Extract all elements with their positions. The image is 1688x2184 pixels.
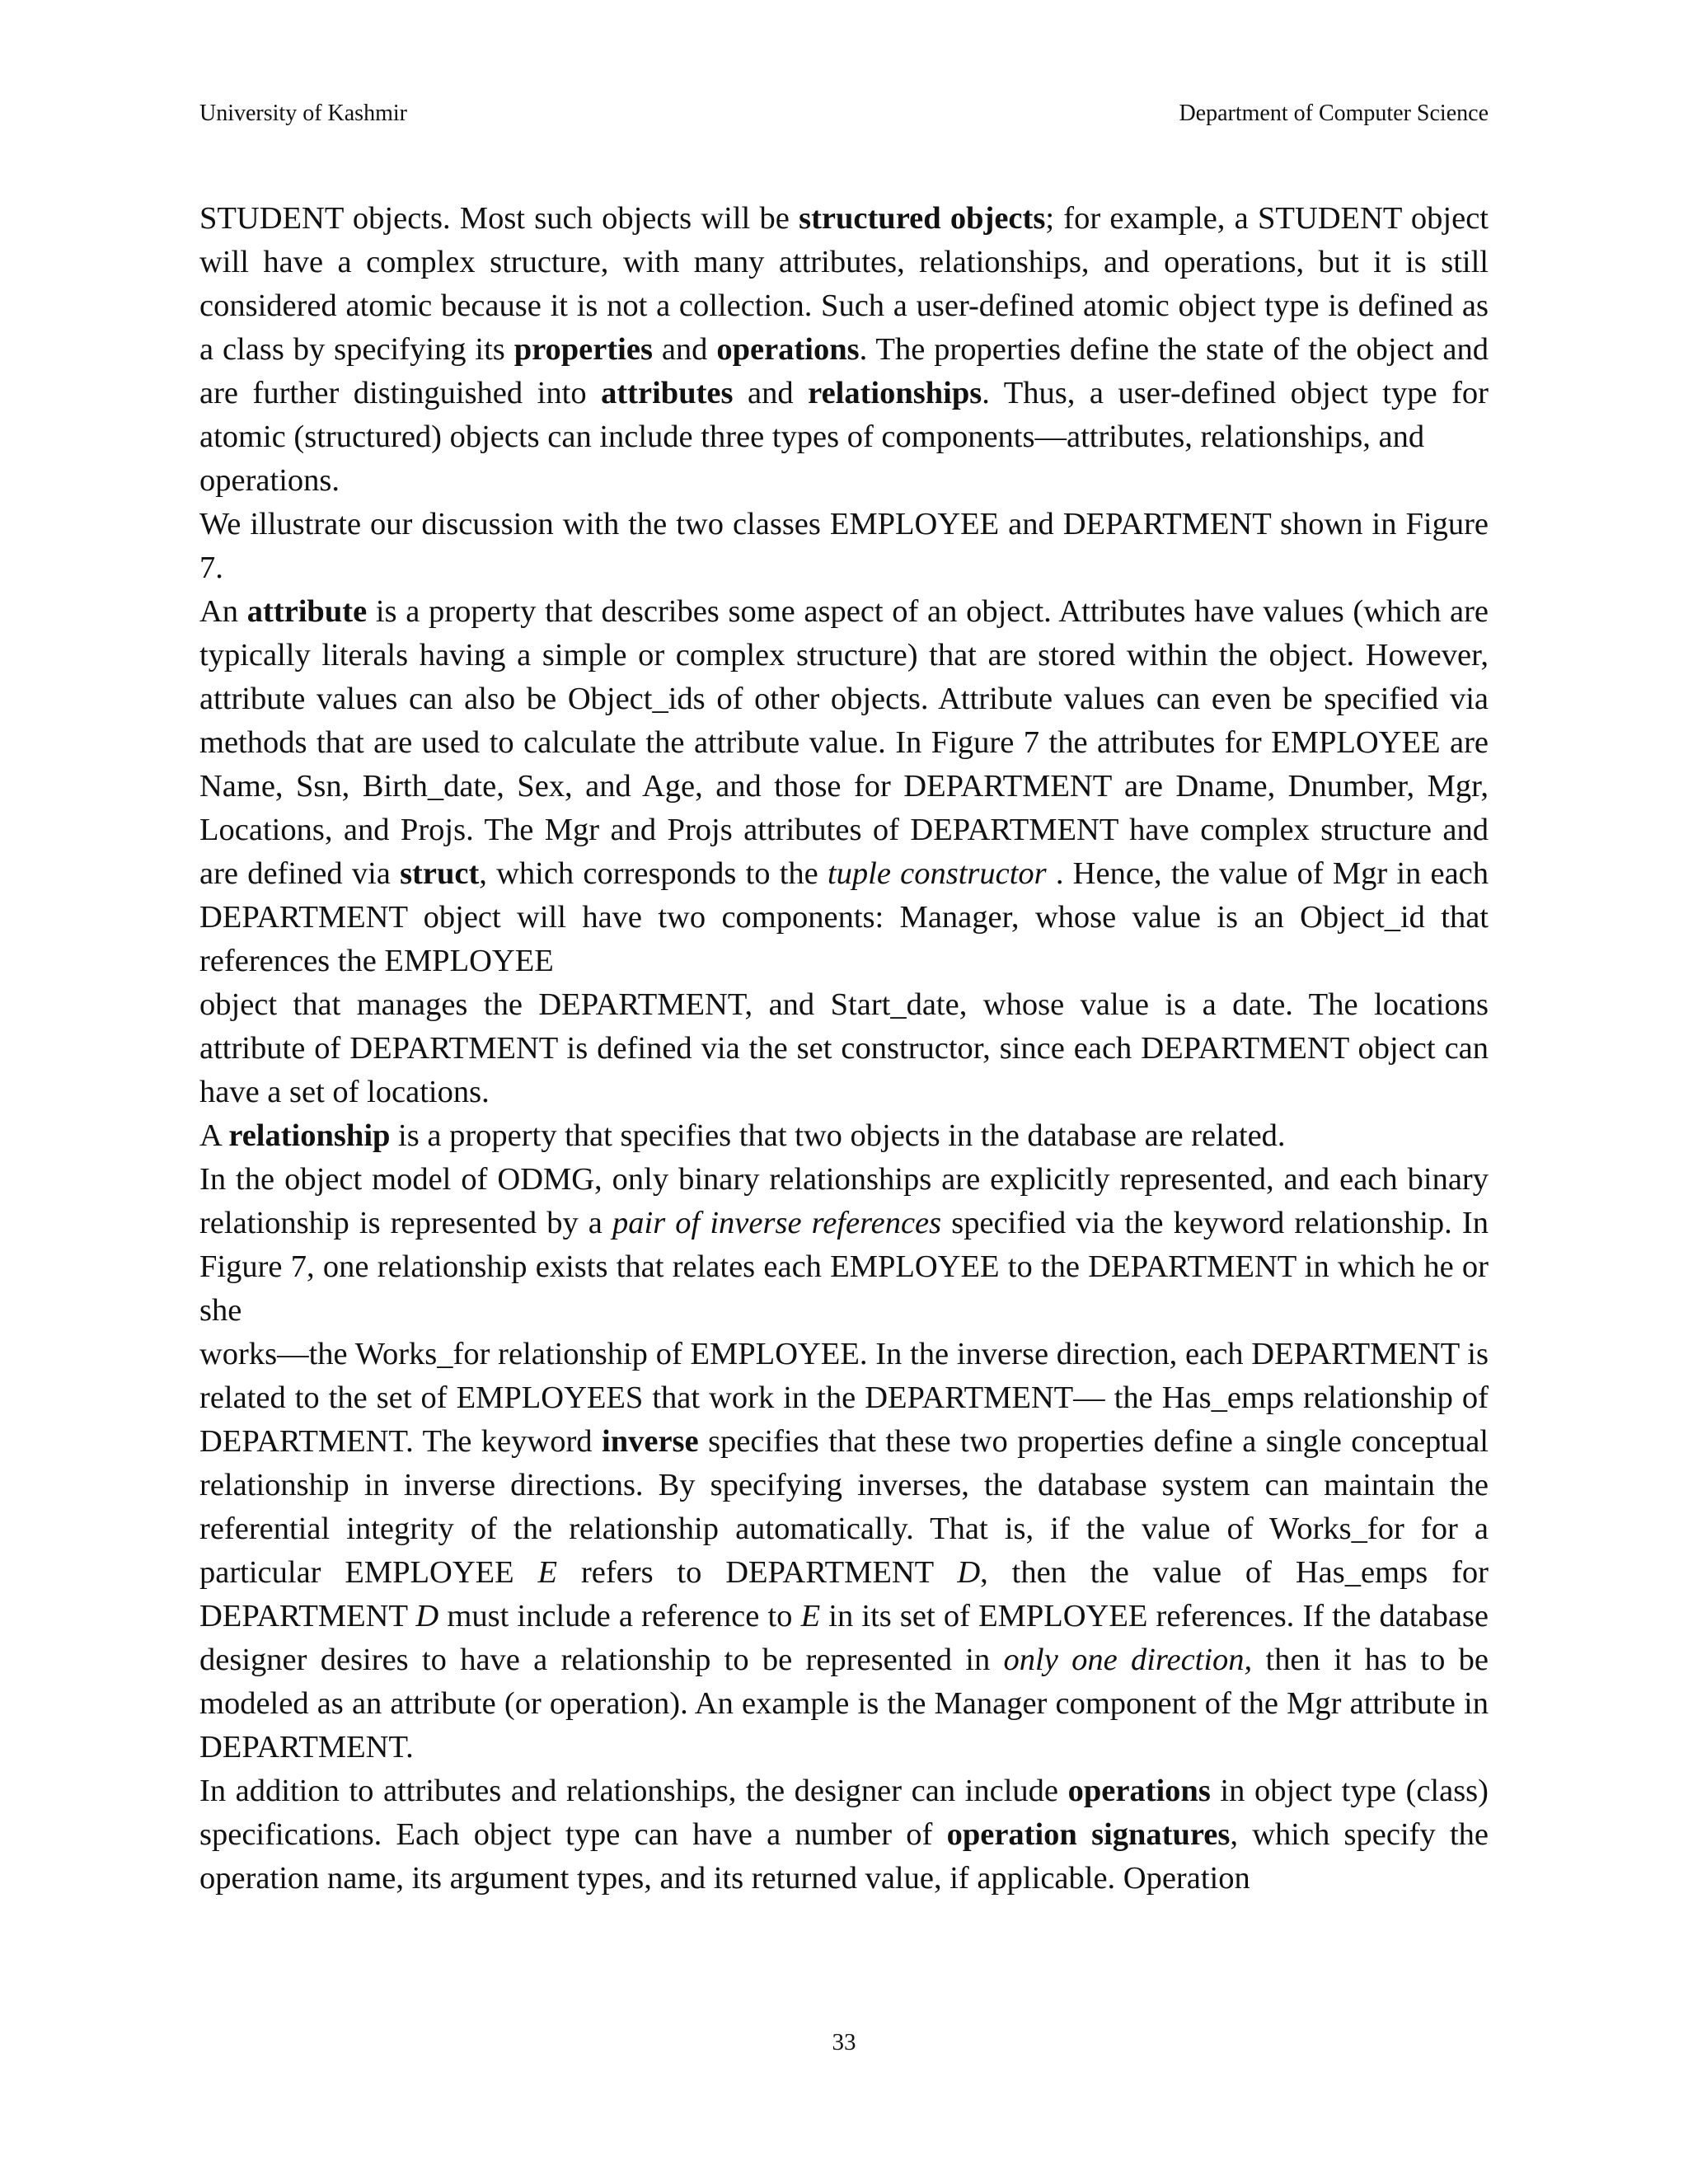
term-struct: struct: [400, 856, 480, 891]
term-operation-signatures: operation signatures: [946, 1817, 1231, 1852]
text-run: An: [199, 594, 247, 629]
text-run: is a property that describes some aspect of an object. Attributes have values (which are typically literals having a simple or complex structure) that are stored within the object. However, attribute values can also be Object_ids of other objects. Attribute values can even be specified via methods that are used to calculate the attribute value. In Figure 7 the attributes for EMPLOYEE are Name, Ssn, Birth_date, Sex, and Age, and those for DEPARTMENT are Dname, Dnumber, Mgr, Locations, and Projs. The Mgr and Projs attributes of DEPARTMENT have complex structure and are defined via: [199, 594, 1489, 891]
term-inverse-references: pair of inverse references: [612, 1206, 942, 1240]
paragraph-attribute: [199, 590, 1489, 983]
text-run: in object type (class) specifications. Each object type can have a number of: [199, 1774, 1489, 1852]
text-run: . The properties define the state of the object and are further distinguished into: [199, 332, 1489, 410]
text-run: A: [199, 1118, 229, 1153]
header-department: Department of Computer Science: [1179, 101, 1489, 126]
text-run: . Thus, a user-defined object type for atomic (structured) objects can include three types of components—attributes, relationships, and: [199, 376, 1489, 454]
term-properties: properties: [513, 332, 653, 367]
paragraph-structured-objects: [199, 197, 1489, 459]
var-e: E: [537, 1555, 558, 1590]
text-run: and: [733, 376, 809, 410]
term-only-one-direction: only one direction,: [1003, 1643, 1253, 1677]
text-run: ; for example, a STUDENT object will have a complex structure, with many attributes, relationships, and operations, but it is still considered atomic because it is not a collection. Such a user-defined atomic object type is defined as a class by specifying its: [199, 201, 1489, 367]
body-text: [199, 197, 1489, 1900]
text-run: must include a reference to: [438, 1599, 801, 1633]
page-number: 33: [832, 2029, 856, 2055]
text-run: works—the Works_for relationship of EMPLOYEE. In the inverse direction, each DEPARTMENT is related to the set of EMPLOYEES that work in the DEPARTMENT— the Has_emps relationship of DEPARTMENT. The keyword: [199, 1337, 1489, 1459]
paragraph-works-for: [199, 1333, 1489, 1769]
var-e: E: [800, 1599, 821, 1633]
term-inverse: inverse: [602, 1424, 699, 1459]
text-run: and: [652, 332, 717, 367]
term-operations: operations: [1067, 1774, 1211, 1808]
var-d: D: [415, 1599, 439, 1633]
text-run: is a property that specifies that two objects in the database are related.: [390, 1118, 1286, 1153]
text-run: in its set of EMPLOYEE references. If the database designer desires to have a relationship to be represented in: [199, 1599, 1489, 1677]
text-run: then it has to be modeled as an attribute (or operation). An example is the Manager component of the Mgr attribute in DEPARTMENT.: [199, 1643, 1489, 1765]
term-structured-objects: structured objects: [799, 201, 1046, 236]
text-run: , which corresponds to the: [479, 856, 828, 891]
text-run: specified via the keyword relationship. In Figure 7, one relationship exists that relates each EMPLOYEE to the DEPARTMENT in which he or she: [199, 1206, 1489, 1328]
term-tuple-constructor: tuple constructor: [827, 856, 1047, 891]
term-attributes: attributes: [601, 376, 734, 410]
paragraph-relationship: [199, 1114, 1489, 1158]
text-run: In the object model of ODMG, only binary relationships are explicitly represented, and each binary relationship is represented by a: [199, 1162, 1489, 1240]
text-run: , then the value of Has_emps for DEPARTMENT: [199, 1555, 1489, 1633]
term-operations: operations: [716, 332, 860, 367]
text-run: . Hence, the value of Mgr in each DEPARTMENT object will have two components: Manager, whose value is an Object_id that references the EMPLOYEE: [199, 856, 1489, 978]
text-run: , which specify the operation name, its argument types, and its returned value, if applicable. Operation: [199, 1817, 1489, 1896]
header-institution: University of Kashmir: [199, 101, 407, 126]
term-relationships: relationships: [808, 376, 982, 410]
var-d: D: [957, 1555, 981, 1590]
text-run: specifies that these two properties define a single conceptual relationship in inverse directions. By specifying inverses, the database system can maintain the referential integrity of the relationship automatically. That is, if the value of Works_for for a particular EMPLOYEE: [199, 1424, 1489, 1590]
text-run: refers to DEPARTMENT: [557, 1555, 958, 1590]
paragraph-operations: operations.: [199, 463, 340, 498]
paragraph-manager-object: object that manages the DEPARTMENT, and Start_date, whose value is a date. The locations attribute of DEPARTMENT is defined via the set constructor, since each DEPARTMENT object can have a set of locations.: [199, 987, 1489, 1109]
term-attribute: attribute: [246, 594, 368, 629]
paragraph-operation-signatures: [199, 1769, 1489, 1900]
text-run: In addition to attributes and relationships, the designer can include: [199, 1774, 1068, 1808]
text-run: STUDENT objects. Most such objects will be: [199, 201, 799, 236]
paragraph-illustrate: We illustrate our discussion with the two classes EMPLOYEE and DEPARTMENT shown in Figure 7.: [199, 507, 1489, 585]
term-relationship: relationship: [228, 1118, 391, 1153]
paragraph-odmg-model: [199, 1158, 1489, 1333]
